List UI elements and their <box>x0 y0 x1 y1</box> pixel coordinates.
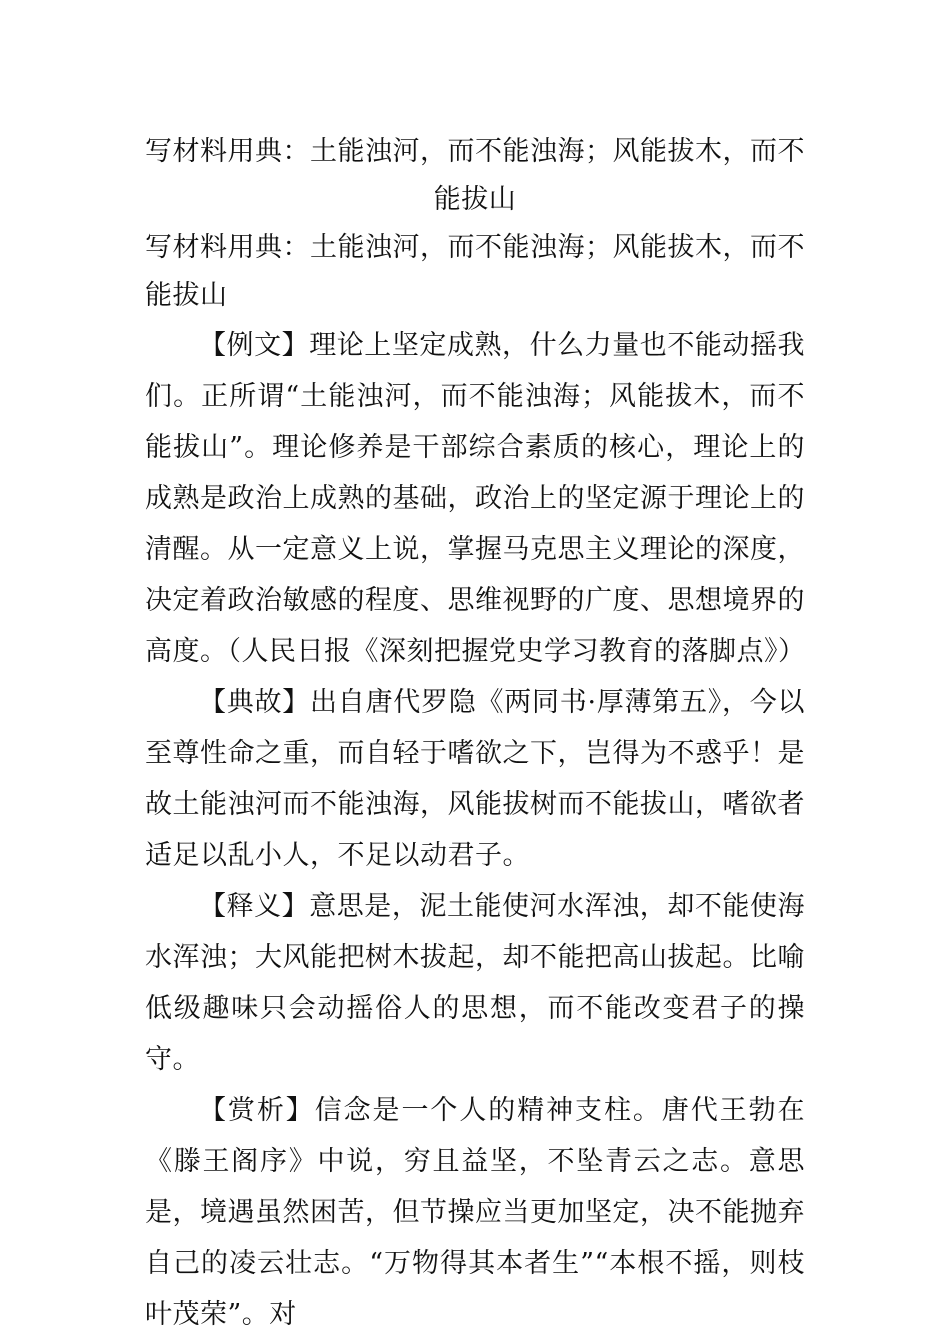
paragraph-meaning <box>145 881 805 1085</box>
section-text: 意思是，泥土能使河水浑浊，却不能使海水浑浊；大风能把树木拔起，却不能把高山拔起。比喻低级趣味只会动摇俗人的思想，而不能改变君子的操守。 <box>145 891 806 1075</box>
page-subtitle: 写材料用典：土能浊河，而不能浊海；风能拔木，而不能拔山 <box>145 232 805 311</box>
section-text: 信念是一个人的精神支柱。唐代王勃在《滕王阁序》中说，穷且益坚，不坠青云之志。意思是，境遇虽然困苦，但节操应当更加坚定，决不能抛弃自己的凌云壮志。“万物得其本者生”“本根不摇，则枝叶茂荣”。对 <box>145 1095 806 1330</box>
section-tag: 【释义】 <box>199 891 310 922</box>
section-text: 理论上坚定成熟，什么力量也不能动摇我们。正所谓“土能浊河，而不能浊海；风能拔木，而不能拔山”。理论修养是干部综合素质的核心，理论上的成熟是政治上成熟的基础，政治上的坚定源于理论上的清醒。从一定意义上说，掌握马克思主义理论的深度，决定着政治敏感的程度、思维视野的广度、思想境界的高度。（人民日报《深刻把握党史学习教育的落脚点》） <box>145 330 806 667</box>
paragraph-example <box>145 320 805 677</box>
section-tag: 【例文】 <box>199 330 310 361</box>
paragraph-allusion <box>145 677 805 881</box>
document-page <box>145 128 805 1340</box>
section-text: 出自唐代罗隐《两同书·厚薄第五》，今以至尊性命之重，而自轻于嗜欲之下，岂得为不惑乎！是故土能浊河而不能浊海，风能拔树而不能拔山，嗜欲者适足以乱小人，不足以动君子。 <box>145 687 805 871</box>
section-tag: 【赏析】 <box>199 1095 315 1126</box>
section-tag: 【典故】 <box>199 687 310 718</box>
page-title: 写材料用典：土能浊河，而不能浊海；风能拔木，而不能拔山 <box>145 136 805 215</box>
paragraph-appreciation <box>145 1085 805 1340</box>
